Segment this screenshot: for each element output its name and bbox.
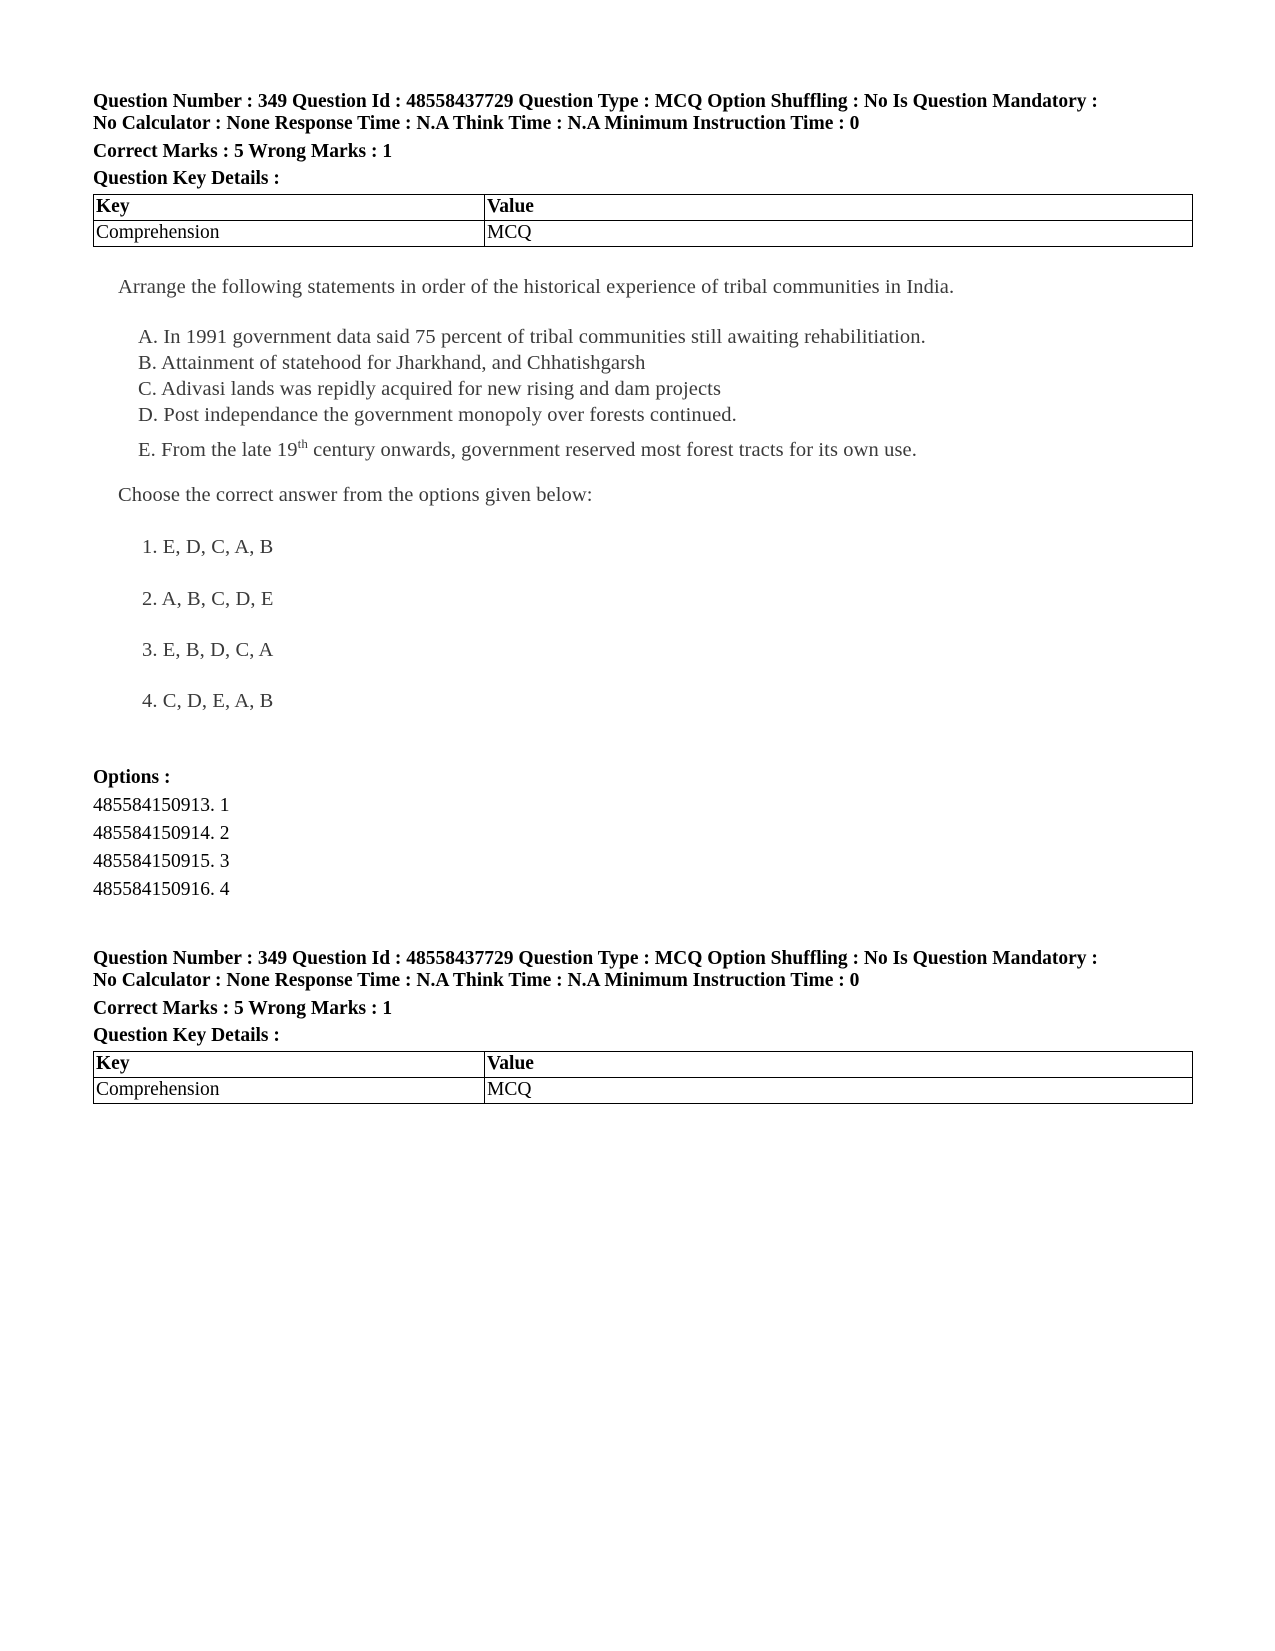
choice-4: 4. C, D, E, A, B <box>142 690 274 712</box>
option-item: 485584150914. 2 <box>93 823 230 844</box>
option-item: 485584150915. 3 <box>93 851 230 872</box>
key-details-label: Question Key Details : <box>93 168 280 189</box>
question-image <box>110 276 1070 752</box>
meta-line-2: No Calculator : None Response Time : N.A Think Time : N.A Minimum Instruction Time : 0 <box>93 113 860 134</box>
option-item: 485584150916. 4 <box>93 879 230 900</box>
meta-line-1: Question Number : 349 Question Id : 48558437729 Question Type : MCQ Option Shuffling : No Is Question Mandatory : <box>93 91 1098 112</box>
meta-line-1: Question Number : 349 Question Id : 48558437729 Question Type : MCQ Option Shuffling : No Is Question Mandatory : <box>93 948 1098 969</box>
table-header-key: Key <box>94 1052 485 1078</box>
statement-e-superscript: th <box>297 436 308 451</box>
choose-instruction: Choose the correct answer from the options given below: <box>118 484 593 506</box>
table-cell-value: MCQ <box>485 221 1193 247</box>
table-header-row <box>94 195 1193 221</box>
key-details-table <box>93 1051 1193 1104</box>
options-label: Options : <box>93 767 171 788</box>
statement-c: C. Adivasi lands was repidly acquired for new rising and dam projects <box>138 378 722 400</box>
key-details-label: Question Key Details : <box>93 1025 280 1046</box>
meta-line-2: No Calculator : None Response Time : N.A Think Time : N.A Minimum Instruction Time : 0 <box>93 970 860 991</box>
statement-e <box>138 436 917 462</box>
table-header-row <box>94 1052 1193 1078</box>
table-cell-value: MCQ <box>485 1078 1193 1104</box>
table-header-value: Value <box>485 1052 1193 1078</box>
choice-2: 2. A, B, C, D, E <box>142 588 274 610</box>
statement-e-part1: E. From the late 19 <box>138 438 298 461</box>
table-cell-key: Comprehension <box>94 1078 485 1104</box>
table-header-key: Key <box>94 195 485 221</box>
choice-1: 1. E, D, C, A, B <box>142 536 274 558</box>
table-header-value: Value <box>485 195 1193 221</box>
table-row <box>94 1078 1193 1104</box>
marks-line: Correct Marks : 5 Wrong Marks : 1 <box>93 141 393 162</box>
statement-e-part2: century onwards, government reserved most forest tracts for its own use. <box>307 438 917 461</box>
marks-line: Correct Marks : 5 Wrong Marks : 1 <box>93 998 393 1019</box>
question-prompt: Arrange the following statements in order of the historical experience of tribal communities in India. <box>118 276 955 298</box>
table-cell-key: Comprehension <box>94 221 485 247</box>
choice-3: 3. E, B, D, C, A <box>142 639 274 661</box>
table-row <box>94 221 1193 247</box>
key-details-table <box>93 194 1193 247</box>
statement-b: B. Attainment of statehood for Jharkhand, and Chhatishgarsh <box>138 352 646 374</box>
options-section <box>93 764 230 904</box>
statement-d: D. Post independance the government monopoly over forests continued. <box>138 404 737 426</box>
option-item: 485584150913. 1 <box>93 795 230 816</box>
statement-a: A. In 1991 government data said 75 percent of tribal communities still awaiting rehabilitiation. <box>138 326 926 348</box>
